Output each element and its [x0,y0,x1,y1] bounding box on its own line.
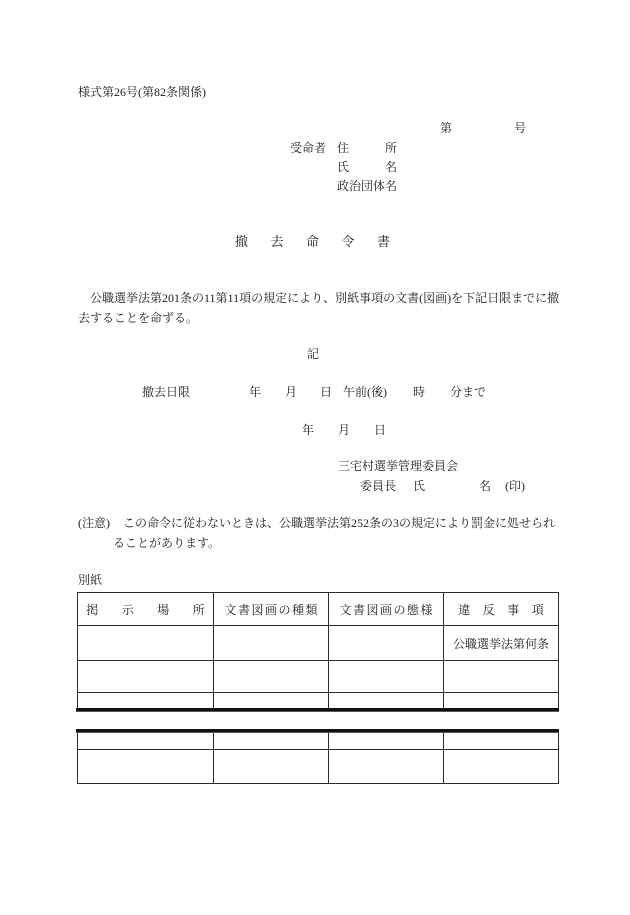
attachment-table-lower [77,733,559,784]
issuer-committee: 三宅村選挙管理委員会 [338,459,459,473]
header-posting-location [78,593,229,626]
header-label: 掲示場所 [86,602,229,617]
header-label: 文書図画の種類 [224,602,319,617]
cell-posting-location [78,733,214,749]
cell-document-form [329,626,444,661]
header-violation [444,593,559,626]
deadline-ampm: 午前(後) [343,385,387,399]
deadline-label: 撤去日限 [142,385,191,399]
table-break-line-upper [76,708,559,711]
cell-posting-location [78,749,214,783]
header-label: 文書図画の態様 [339,602,434,617]
deadline-hour: 時 [413,385,426,399]
deadline-month: 月 [285,385,298,399]
table-header-row [78,593,559,626]
form-number: 様式第26号(第82条関係) [78,85,206,99]
issue-date-year: 年 [302,423,315,437]
table-row [78,749,559,783]
cell-posting-location [78,626,214,661]
document-number-go: 号 [514,121,527,135]
header-label: 違反事項 [458,602,557,617]
issuer-seal-mark: (印) [505,479,525,493]
cell-document-type [214,626,329,661]
deadline-year: 年 [249,385,262,399]
table-row [78,626,559,661]
deadline-minute: 分まで [450,385,487,399]
recipient-political-org-label: 政治団体名 [337,179,398,193]
cell-violation [444,733,559,749]
cell-violation: 公職選挙法第何条 [444,626,559,661]
cell-document-form [329,733,444,749]
document-number-dai: 第 [440,121,453,135]
attachment-label: 別紙 [78,573,103,587]
header-document-type [214,593,329,626]
header-document-form [329,593,444,626]
cell-violation [444,661,559,693]
body-line-2: 去することを命ずる。 [78,311,199,325]
cell-posting-location [78,693,214,710]
recipient-name-label: 氏名 [337,160,434,174]
table-row [78,693,559,710]
notice-line-1: この命令に従わないときは、公職選挙法第252条の3の規定により罰金に処せられ [123,516,556,530]
ki-heading: 記 [307,347,320,361]
body-line-1: 公職選挙法第201条の11第11項の規定により、別紙事項の文書(図画)を下記日限までに撤 [90,291,560,305]
cell-document-type [214,749,329,783]
cell-document-form [329,749,444,783]
issuer-chair-label: 委員長 [360,479,397,493]
cell-document-form [329,693,444,710]
issuer-name-char-1: 氏 [413,479,426,493]
cell-document-form [329,661,444,693]
notice-label: (注意) [78,516,110,530]
cell-document-type [214,693,329,710]
table-row [78,661,559,693]
cell-document-type [214,733,329,749]
recipient-label: 受命者 [290,141,327,155]
issuer-name-char-2: 名 [479,479,492,493]
notice-line-2: ることがあります。 [113,536,221,550]
cell-violation [444,693,559,710]
table-break-line-lower [76,729,559,732]
document-title: 撤去命令書 [235,234,413,249]
recipient-address-label: 住所 [337,141,434,155]
cell-document-type [214,661,329,693]
table-row [78,733,559,749]
issue-date-month: 月 [338,423,351,437]
cell-posting-location [78,661,214,693]
issue-date-day: 日 [374,423,387,437]
deadline-day: 日 [320,385,333,399]
attachment-table-upper [77,592,559,710]
cell-violation [444,749,559,783]
